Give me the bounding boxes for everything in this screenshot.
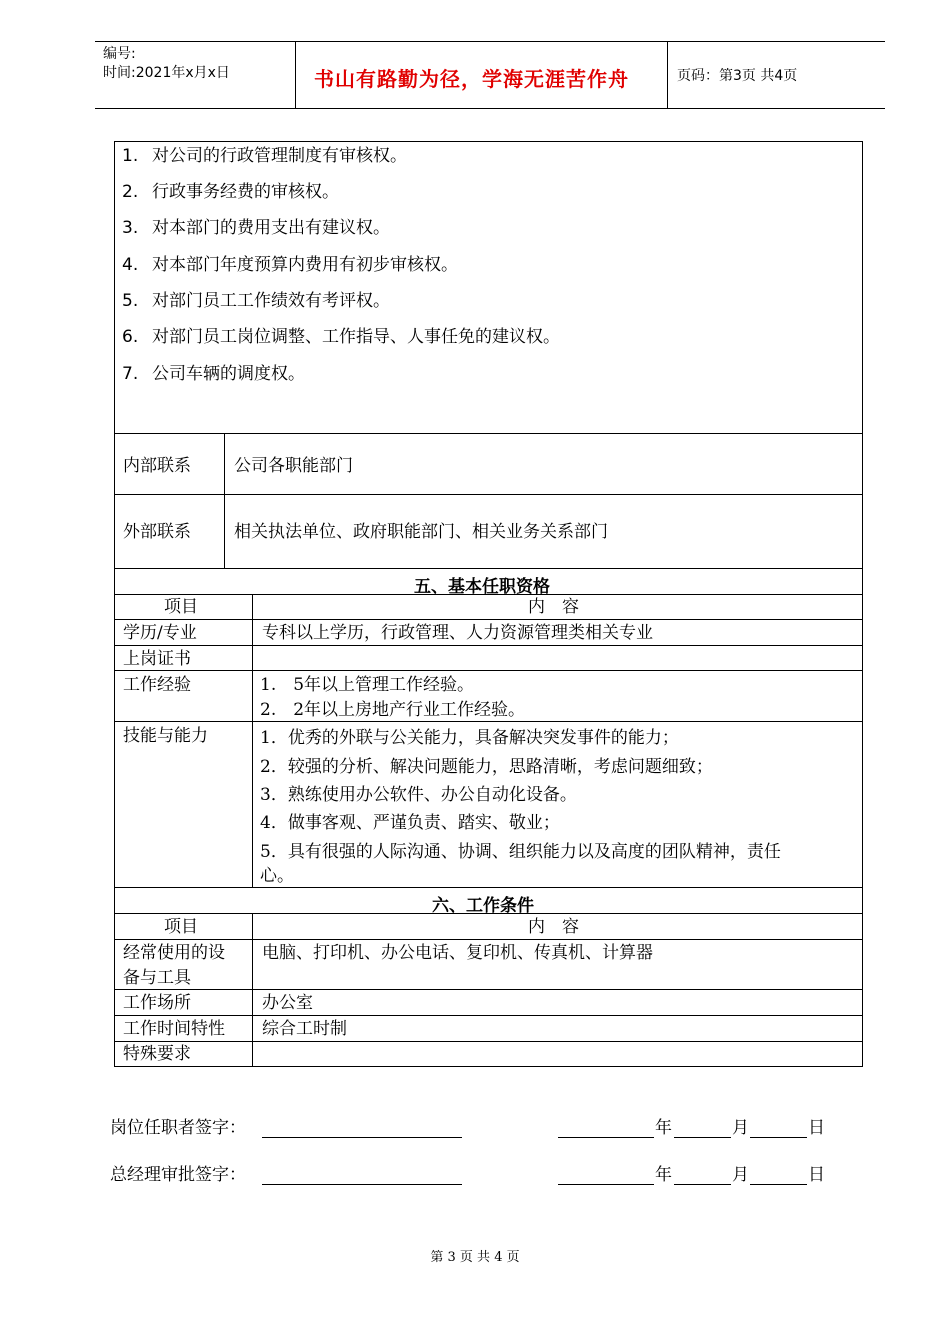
certificate-rule [114,670,863,671]
external-relations-label: 外部联系 [123,522,191,542]
skills-item: 心。 [260,866,294,886]
manager-month-line[interactable] [674,1184,731,1185]
holder-day-line[interactable] [750,1137,807,1138]
place-label: 工作场所 [123,993,191,1013]
manager-year-line[interactable] [558,1184,654,1185]
education-label: 学历/专业 [123,623,197,643]
place-value: 办公室 [262,993,313,1013]
header-motto: 书山有路勤为径，学海无涯苦作舟 [314,67,629,91]
qual-col-content: 内 容 [528,597,579,617]
manager-day-label: 日 [808,1165,825,1185]
manager-signature-label: 总经理审批签字： [110,1165,246,1185]
skills-item: 2．较强的分析、解决问题能力，思路清晰，考虑问题细致； [260,757,713,777]
experience-item: 2. 2年以上房地产行业工作经验。 [260,700,526,720]
manager-year-label: 年 [655,1165,672,1185]
internal-row-rule [114,494,863,495]
qual-col-divider [252,594,253,888]
grid-bottom-rule [114,1066,863,1067]
equipment-label: 备与工具 [123,968,191,988]
holder-year-line[interactable] [558,1137,654,1138]
education-rule [114,645,863,646]
experience-item: 1. 5年以上管理工作经验。 [260,675,475,695]
certificate-label: 上岗证书 [123,649,191,669]
qualifications-title: 五、基本任职资格 [414,577,550,597]
equipment-value: 电脑、打印机、办公电话、复印机、传真机、计算器 [262,943,653,963]
cond-col-divider [252,913,253,1067]
experience-label: 工作经验 [123,675,191,695]
skills-item: 1．优秀的外联与公关能力，具备解决突发事件的能力； [260,728,679,748]
page-footer: 第 3 页 共 4 页 [430,1250,520,1265]
rights-item: 3. 对本部门的费用支出有建议权。 [122,218,390,238]
relations-col-divider [224,433,225,569]
grid-left-border [114,569,115,1067]
rights-item: 6. 对部门员工岗位调整、工作指导、人事任免的建议权。 [122,327,560,347]
rights-item: 4. 对本部门年度预算内费用有初步审核权。 [122,255,458,275]
holder-month-label: 月 [732,1118,749,1138]
qual-col-item: 项目 [164,597,198,617]
rights-bottom-rule [114,433,863,434]
header-divider-1 [295,41,296,109]
doc-time-label: 时间:2021年x月x日 [103,65,230,81]
rights-item: 2. 行政事务经费的审核权。 [122,182,339,202]
rights-item: 7. 公司车辆的调度权。 [122,364,305,384]
page-indicator: 页码：第3页 共4页 [677,68,798,84]
equipment-label: 经常使用的设 [123,943,225,963]
skills-rule [114,887,863,888]
special-label: 特殊要求 [123,1044,191,1064]
cond-header-rule [114,939,863,940]
header-top-rule [95,41,885,42]
skills-item: 5．具有很强的人际沟通、协调、组织能力以及高度的团队精神，责任 [260,842,781,862]
qual-header-rule [114,619,863,620]
header-divider-2 [667,41,668,109]
skills-label: 技能与能力 [123,726,208,746]
internal-relations-value: 公司各职能部门 [234,456,353,476]
cond-col-item: 项目 [164,917,198,937]
manager-day-line[interactable] [750,1184,807,1185]
holder-signature-line[interactable] [262,1137,462,1138]
header-bottom-rule [95,108,885,109]
manager-month-label: 月 [732,1165,749,1185]
conditions-title: 六、工作条件 [432,896,534,916]
cond-col-content: 内 容 [528,917,579,937]
holder-month-line[interactable] [674,1137,731,1138]
external-relations-value: 相关执法单位、政府职能部门、相关业务关系部门 [234,522,608,542]
work-time-value: 综合工时制 [262,1019,347,1039]
time-rule [114,1041,863,1042]
education-value: 专科以上学历，行政管理、人力资源管理类相关专业 [262,623,653,643]
holder-year-label: 年 [655,1118,672,1138]
skills-item: 4．做事客观、严谨负责、踏实、敬业； [260,813,560,833]
holder-day-label: 日 [808,1118,825,1138]
doc-code-label: 编号: [103,46,136,62]
rights-table [114,141,863,569]
internal-relations-label: 内部联系 [123,456,191,476]
place-rule [114,1015,863,1016]
rights-item: 5. 对部门员工工作绩效有考评权。 [122,291,390,311]
manager-signature-line[interactable] [262,1184,462,1185]
holder-signature-label: 岗位任职者签字： [110,1118,246,1138]
experience-rule [114,721,863,722]
work-time-label: 工作时间特性 [123,1019,225,1039]
rights-item: 1. 对公司的行政管理制度有审核权。 [122,146,407,166]
skills-item: 3．熟练使用办公软件、办公自动化设备。 [260,785,577,805]
equipment-rule [114,989,863,990]
grid-right-border [862,569,863,1067]
